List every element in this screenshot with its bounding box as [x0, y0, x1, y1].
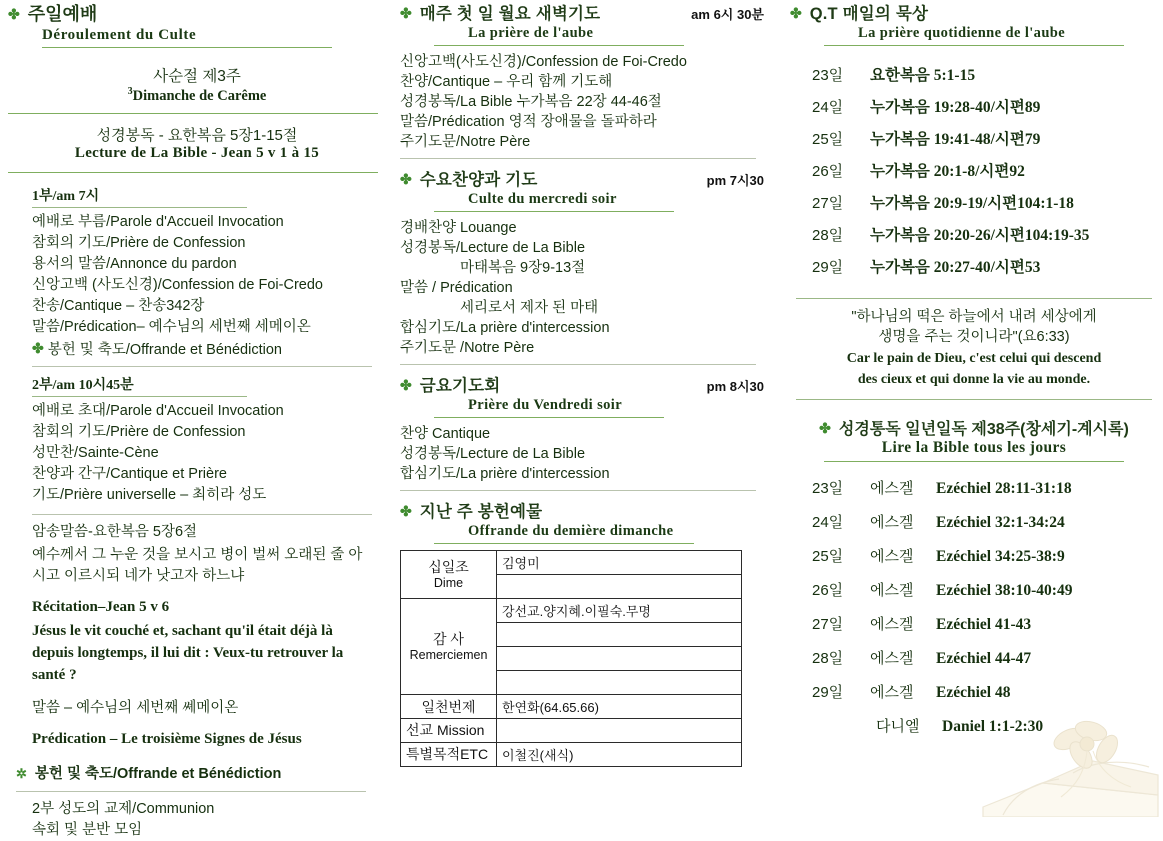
- divider: [32, 366, 372, 367]
- dawn-line-3: 성경봉독/La Bible 누가복음 22장 44-46절: [400, 94, 662, 110]
- dawn-prayer-section: [400, 0, 768, 159]
- offering-benediction-label: 봉헌 및 축도/Offrande et Bénédiction: [34, 765, 282, 782]
- offering-value: [497, 575, 742, 599]
- worship-title-fr: Déroulement du Culte: [42, 27, 197, 43]
- season-fr-sup: 3: [127, 86, 133, 97]
- friday-section: [400, 372, 768, 491]
- clover-icon: ✤: [32, 339, 44, 356]
- divider: [400, 158, 756, 159]
- offering-value: [497, 623, 742, 647]
- dawn-prayer-title-ko: 매주 첫 일 월요 새벽기도: [419, 5, 601, 23]
- dawn-line-5: 주기도문/Notre Père: [400, 134, 531, 150]
- offering-section: [400, 498, 768, 767]
- wednesday-lines: [400, 218, 768, 358]
- list-item: 23일 에스겔 Ezéchiel 28:11-31:18: [812, 480, 1072, 497]
- friday-title-ko: 금요기도회: [419, 377, 501, 395]
- part2-line-3: 성만찬/Sainte-Cène: [32, 444, 159, 461]
- wednesday-fr-wrap: [434, 190, 768, 212]
- list-item: 28일 누가복음 20:20-26/시편104:19-35: [812, 227, 1090, 244]
- dawn-line-2: 찬양/Cantique – 우리 함께 기도해: [400, 74, 613, 90]
- qt-section: [790, 0, 1158, 284]
- recitation-fr: Jésus le vit couché et, sachant qu'il était déjà là depuis longtemps, il lui dit : Veux-tu retrouver la santé ?: [32, 622, 344, 683]
- asterisk-icon: ✲: [16, 765, 27, 781]
- qt-fr-wrap: [824, 24, 1158, 46]
- list-item: 24일 에스겔 Ezéchiel 32:1-34:24: [812, 514, 1065, 531]
- featured-verse-ko-2: 생명을 주는 것이니라"(요6:33): [878, 329, 1070, 345]
- list-item: 24일 누가복음 19:28-40/시편89: [812, 99, 1041, 116]
- season-block: [8, 64, 386, 105]
- part2-line-5: 기도/Prière universelle – 최히라 성도: [32, 486, 267, 503]
- table-row: [401, 719, 742, 743]
- table-row: [401, 743, 742, 767]
- divider: [32, 514, 372, 515]
- part1-line-1: 예배로 부름/Parole d'Accueil Invocation: [32, 213, 284, 230]
- clover-icon: ✤: [400, 173, 412, 188]
- worship-title-row: [8, 0, 386, 26]
- featured-verse-fr-1: Car le pain de Dieu, c'est celui qui descend: [846, 351, 1102, 366]
- memory-verse-title: 암송말씀-요한복음 5장6절: [32, 523, 198, 540]
- offering-value: [497, 671, 742, 695]
- after-line-1: 2부 성도의 교제/Communion: [32, 800, 215, 817]
- offering-title-fr: Offrande du demière dimanche: [468, 523, 674, 539]
- fri-line-1: 찬양 Cantique: [400, 426, 491, 442]
- column-worship-order: [8, 0, 386, 841]
- divider: [32, 396, 247, 397]
- divider: [434, 211, 674, 212]
- offering-label-dime: 십일조 Dime: [401, 551, 497, 599]
- part2-line-1: 예배로 초대/Parole d'Accueil Invocation: [32, 402, 284, 419]
- part1-line-2: 참회의 기도/Prière de Confession: [32, 234, 246, 251]
- wednesday-title-ko: 수요찬양과 기도: [419, 171, 538, 189]
- worship-title-ko: 주일예배: [27, 4, 98, 24]
- divider: [434, 543, 694, 544]
- part1-line-4: 신앙고백 (사도신경)/Confession de Foi-Credo: [32, 276, 323, 293]
- offering-value: [497, 647, 742, 671]
- clover-icon: ✤: [790, 7, 802, 22]
- wed-line-7: 주기도문 /Notre Père: [400, 340, 535, 356]
- offering-label-etc: 특별목적ETC: [401, 743, 497, 767]
- list-item: 28일 에스겔 Ezéchiel 44-47: [812, 650, 1032, 667]
- clover-icon: ✤: [400, 379, 412, 394]
- list-item: 29일 에스겔 Ezéchiel 48: [812, 684, 1011, 701]
- memory-verse-block: [8, 522, 386, 748]
- after-service-block: [8, 799, 386, 841]
- sermon-ko: 말씀 – 예수님의 세번째 쎼메이온: [32, 699, 239, 716]
- clover-icon: ✤: [8, 8, 20, 23]
- offering-label-mission: 선교 Mission: [401, 719, 497, 743]
- list-item: 25일 에스겔 Ezéchiel 34:25-38:9: [812, 548, 1065, 565]
- divider: [32, 207, 247, 208]
- list-item: 26일 에스겔 Ezéchiel 38:10-40:49: [812, 582, 1073, 599]
- wednesday-section: [400, 166, 768, 365]
- worship-header: [8, 0, 386, 48]
- divider: [42, 47, 332, 48]
- offering-value: 한연화(64.65.66): [497, 695, 742, 719]
- list-item: 27일 에스겔 Ezéchiel 41-43: [812, 616, 1032, 633]
- wed-line-3: 마태복음 9장9-13절: [460, 260, 586, 276]
- wed-line-6: 합심기도/La prière d'intercession: [400, 320, 610, 336]
- fri-line-3: 합심기도/La prière d'intercession: [400, 466, 610, 482]
- season-fr: $^3$Dimanche de Carême: [127, 86, 267, 104]
- offering-value: 강선교.양지혜.이필숙.무명: [497, 599, 742, 623]
- dawn-prayer-time: am 6시 30분: [691, 7, 764, 22]
- after-line-2: 속회 및 분반 모임: [32, 821, 143, 838]
- divider: [824, 45, 1124, 46]
- reading-ko: 성경봉독 - 요한복음 5장1-15절: [96, 126, 298, 144]
- divider: [16, 791, 366, 792]
- reading-block: [8, 124, 386, 162]
- wed-line-5: 세리로서 제자 된 마태: [460, 300, 599, 316]
- divider: [824, 461, 1124, 462]
- reading-fr: Lecture de La Bible - Jean 5 v 1 à 15: [74, 144, 320, 161]
- offering-value: 김영미: [497, 551, 742, 575]
- part1-line-3: 용서의 말씀/Annonce du pardon: [32, 255, 237, 272]
- part2-line-2: 참회의 기도/Prière de Confession: [32, 423, 246, 440]
- dawn-prayer-lines: [400, 52, 768, 152]
- list-item: 23일 요한복음 5:1-15: [812, 67, 976, 84]
- list-item: 25일 누가복음 19:41-48/시편79: [812, 131, 1041, 148]
- column-daily-devotion: [790, 0, 1158, 744]
- divider: [434, 45, 684, 46]
- offering-fr-wrap: [434, 522, 768, 544]
- table-row: [401, 695, 742, 719]
- divider: [8, 113, 378, 114]
- wed-line-4: 말씀 / Prédication: [400, 280, 513, 296]
- offering-label-thanks: 감 사 Remerciemen: [401, 599, 497, 695]
- bible-list: [790, 472, 1158, 744]
- list-item: 26일 누가복음 20:1-8/시편92: [812, 163, 1025, 180]
- worship-title-fr-wrap: [42, 26, 386, 48]
- season-ko: 사순절 제3주: [153, 68, 241, 85]
- part1-line-5: 찬송/Cantique – 찬송342장: [32, 297, 205, 314]
- divider: [434, 417, 664, 418]
- bible-title-fr: Lire la Bible tous les jours: [881, 439, 1067, 456]
- column-weekly-services: [400, 0, 768, 767]
- divider: [8, 172, 378, 173]
- featured-verse-box: [796, 298, 1152, 400]
- part1-block: [8, 185, 386, 367]
- offering-table: [400, 550, 742, 767]
- qt-list: [790, 60, 1158, 284]
- dawn-prayer-fr-wrap: [434, 24, 768, 46]
- friday-title-fr: Prière du Vendredi soir: [468, 397, 623, 413]
- offering-value: 이철진(새식): [497, 743, 742, 767]
- memory-verse-ko: 예수께서 그 누운 것을 보시고 병이 벌써 오래된 줄 아시고 이르시되 네가 낫고자 하느냐: [32, 546, 363, 584]
- dawn-prayer-title-fr: La prière de l'aube: [468, 25, 594, 41]
- part1-line-7: ✤ 봉헌 및 축도/Offrande et Bénédiction: [32, 339, 282, 358]
- clover-icon: ✤: [400, 505, 412, 520]
- featured-verse-fr-2: des cieux et qui donne la vie au monde.: [857, 372, 1091, 387]
- dawn-line-4: 말씀/Prédication 영적 장애물을 돌파하라: [400, 114, 657, 130]
- qt-title-ko: Q.T 매일의 묵상: [809, 5, 929, 23]
- offering-title-ko: 지난 주 봉헌예물: [419, 503, 543, 521]
- list-item: 27일 누가복음 20:9-19/시편104:1-18: [812, 195, 1074, 212]
- bible-title-fr-wrap: [790, 439, 1158, 457]
- offering-value: [497, 719, 742, 743]
- recitation-title: Récitation–Jean 5 v 6: [32, 598, 170, 615]
- wednesday-time: pm 7시30: [706, 173, 764, 188]
- wed-line-2: 성경봉독/Lecture de La Bible: [400, 240, 586, 256]
- sermon-fr: Prédication – Le troisième Signes de Jésus: [32, 730, 302, 747]
- part2-label: 2부/am 10시45분: [32, 377, 134, 393]
- fri-line-2: 성경봉독/Lecture de La Bible: [400, 446, 586, 462]
- clover-icon: ✤: [400, 7, 412, 22]
- divider: [400, 490, 756, 491]
- wednesday-title-fr: Culte du mercredi soir: [468, 191, 617, 207]
- table-row: [401, 599, 742, 623]
- offering-label-1000: 일천번제: [401, 695, 497, 719]
- dawn-line-1: 신앙고백(사도신경)/Confession de Foi-Credo: [400, 54, 687, 70]
- table-row: [401, 551, 742, 575]
- featured-verse-ko-1: "하나님의 떡은 하늘에서 내려 세상에게: [851, 309, 1097, 325]
- bible-title-row: [790, 416, 1158, 439]
- qt-title-row: [790, 0, 1158, 24]
- list-item: 다니엘 Daniel 1:1-2:30: [876, 718, 1044, 735]
- bible-reading-section: [790, 416, 1158, 744]
- offering-benediction-row: [8, 764, 386, 792]
- part1-label: 1부/am 7시: [32, 188, 100, 204]
- bible-title-ko: 성경통독 일년일독 제38주(창세기-계시록): [838, 421, 1129, 438]
- wed-line-1: 경배찬양 Louange: [400, 220, 517, 236]
- divider: [400, 364, 756, 365]
- part2-line-4: 찬양과 간구/Cantique et Prière: [32, 465, 227, 482]
- offering-title-row: [400, 498, 768, 522]
- part1-line-6: 말씀/Prédication– 예수님의 세번째 세메이온: [32, 318, 311, 335]
- part2-block: [8, 374, 386, 515]
- friday-lines: [400, 424, 768, 484]
- list-item: 29일 누가복음 20:27-40/시편53: [812, 259, 1041, 276]
- qt-title-fr: La prière quotidienne de l'aube: [858, 25, 1066, 41]
- friday-fr-wrap: [434, 396, 768, 418]
- clover-icon: ✤: [819, 422, 831, 437]
- friday-time: pm 8시30: [706, 379, 764, 394]
